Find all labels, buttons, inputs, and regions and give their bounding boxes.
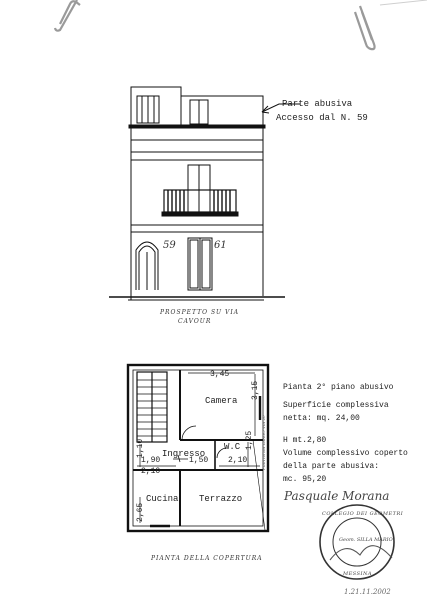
facade-elevation [109,87,300,300]
spec-line-7: mc. 95,20 [283,475,327,484]
elevation-caption-line2: CAVOUR [178,318,212,325]
stamp-ring-text: COLLEGIO DEI GEOMETRI [322,511,404,517]
dimension-top-width: 3,45 [210,370,230,379]
dimension-ingresso-width-a: 1,90 [141,456,161,465]
room-label-camera: Camera [205,396,238,406]
room-label-cucina: Cucina [146,494,179,504]
plan-caption: PIANTA DELLA COPERTURA [151,555,263,562]
paper-clip-left-icon [55,0,80,31]
spec-line-4: H mt.2,80 [283,436,327,445]
door-number-59: 59 [163,240,176,251]
spec-line-1: Pianta 2° piano abusivo [283,383,394,392]
door-number-61: 61 [214,240,227,251]
dimension-ingresso-width-b: 1,50 [189,456,209,465]
footer-date: 1.21.11.2002 [344,588,391,596]
dimension-wc-height: 1,25 [245,430,254,450]
top-edge-shadow [380,0,427,5]
dimension-wc-width: 2,10 [228,456,248,465]
spec-line-2: Superficie complessiva [283,401,389,410]
dimension-ingresso-depth: 2,10 [141,467,161,476]
signature: Pasquale Morana [284,489,390,503]
spec-line-5: Volume complessivo coperto [283,449,408,458]
room-label-ingresso: Ingresso [162,449,206,459]
spec-line-6: della parte abusiva: [283,462,380,471]
stamp-bottom-text: MESSINA [343,571,372,577]
paper-clip-right-icon [355,6,375,49]
dimension-left-height: 1,10 [136,438,145,458]
elevation-annotation-line2: Accesso dal N. 59 [276,113,368,123]
dimension-cucina-height: 2,65 [136,502,145,522]
plan-side-label: PIANTA DA LARGO VIA 20 [261,415,266,470]
room-label-wc: W.C [224,442,241,452]
spec-line-3: netta: mq. 24,00 [283,414,360,423]
stamp-center-text: Geom. SILLA MARIO [339,537,393,543]
elevation-annotation-line1: Parte abusiva [282,99,353,109]
dimension-right-height: 3,15 [251,380,260,400]
elevation-caption-line1: PROSPETTO SU VIA [160,309,240,316]
room-label-terrazzo: Terrazzo [199,494,243,504]
